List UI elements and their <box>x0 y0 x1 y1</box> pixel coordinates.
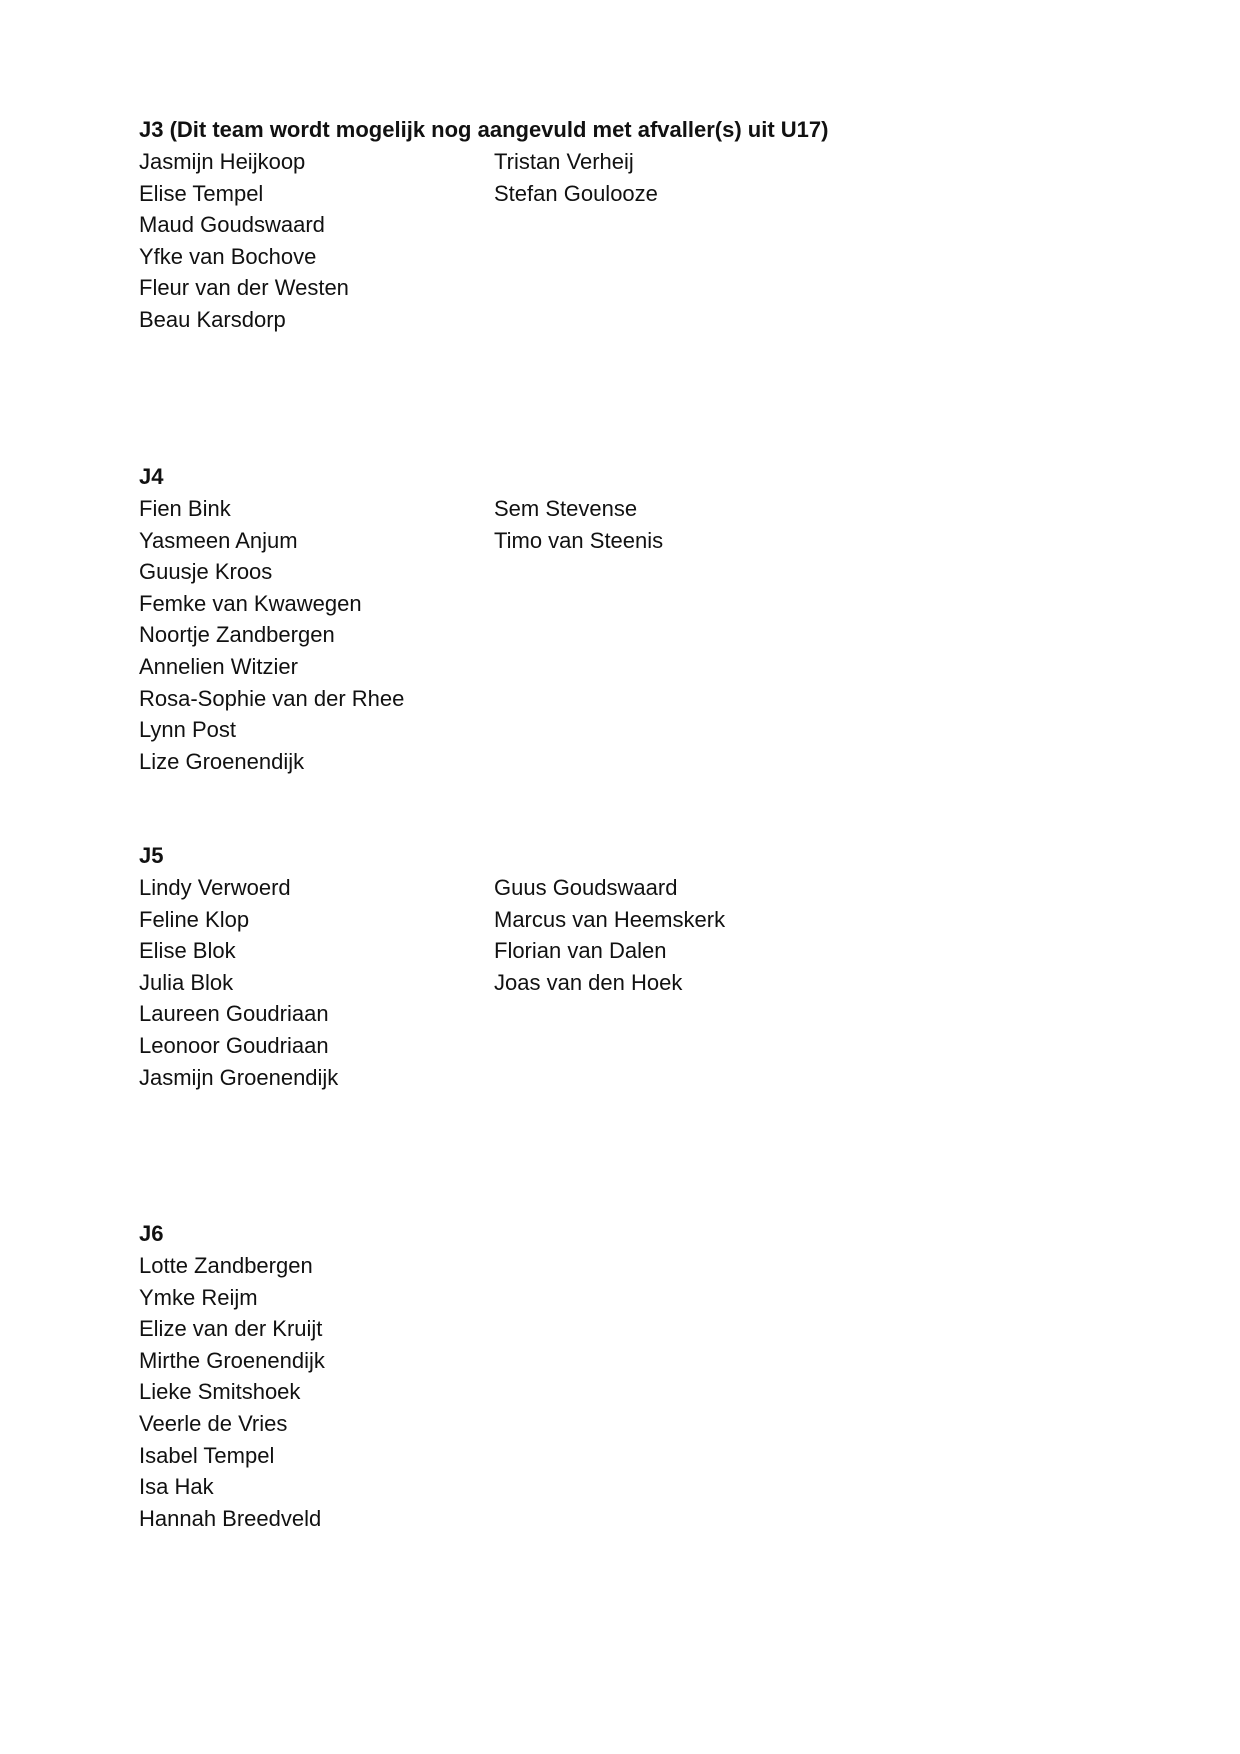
player-name: Lieke Smitshoek <box>139 1379 301 1405</box>
roster-column-left <box>139 146 349 336</box>
player-name: Elise Blok <box>139 938 236 964</box>
player-name: Marcus van Heemskerk <box>494 906 726 932</box>
player-name: Lize Groenendijk <box>139 748 305 774</box>
roster-column-right <box>494 146 658 209</box>
player-name: Guus Goudswaard <box>494 875 678 900</box>
player-name: Hannah Breedveld <box>139 1505 322 1531</box>
player-name: Timo van Steenis <box>494 527 664 553</box>
player-name: Elise Tempel <box>139 180 264 206</box>
roster-column-left <box>139 1250 325 1534</box>
player-name: Stefan Goulooze <box>494 180 658 206</box>
team-section-j4 <box>139 461 1139 774</box>
player-name: Rosa-Sophie van der Rhee <box>139 685 405 711</box>
player-name: Jasmijn Heijkoop <box>139 149 306 174</box>
player-name: Leonoor Goudriaan <box>139 1032 329 1058</box>
player-name: Laureen Goudriaan <box>139 1001 329 1027</box>
team-section-j6 <box>139 1218 1139 1531</box>
roster-column-left <box>139 493 404 777</box>
team-section-j3 <box>139 114 1139 332</box>
player-name: Tristan Verheij <box>494 149 634 174</box>
player-name: Mirthe Groenendijk <box>139 1347 325 1373</box>
player-name: Jasmijn Groenendijk <box>139 1064 339 1090</box>
team-section-j5 <box>139 840 1139 1090</box>
player-name: Yasmeen Anjum <box>139 527 298 553</box>
team-heading: J5 <box>139 843 164 868</box>
player-name: Guusje Kroos <box>139 559 273 585</box>
player-name: Feline Klop <box>139 906 250 932</box>
player-name: Veerle de Vries <box>139 1410 288 1436</box>
roster-column-left <box>139 872 338 1093</box>
player-name: Ymke Reijm <box>139 1284 258 1310</box>
player-name: Joas van den Hoek <box>494 969 683 995</box>
player-name: Julia Blok <box>139 969 234 995</box>
player-name: Sem Stevense <box>494 496 638 521</box>
player-name: Lotte Zandbergen <box>139 1253 313 1278</box>
team-heading: J3 (Dit team wordt mogelijk nog aangevuld met afvaller(s) uit U17) <box>139 117 829 142</box>
roster-column-right <box>494 493 663 556</box>
player-name: Maud Goudswaard <box>139 212 325 238</box>
player-name: Lynn Post <box>139 717 237 743</box>
player-name: Isabel Tempel <box>139 1442 275 1468</box>
player-name: Femke van Kwawegen <box>139 590 362 616</box>
player-name: Lindy Verwoerd <box>139 875 291 900</box>
player-name: Florian van Dalen <box>494 938 667 964</box>
player-name: Annelien Witzier <box>139 653 298 679</box>
player-name: Beau Karsdorp <box>139 306 286 332</box>
player-name: Noortje Zandbergen <box>139 622 335 648</box>
player-name: Isa Hak <box>139 1474 214 1500</box>
team-heading: J4 <box>139 464 164 489</box>
player-name: Fleur van der Westen <box>139 275 349 301</box>
team-heading: J6 <box>139 1221 164 1246</box>
player-name: Elize van der Kruijt <box>139 1316 323 1342</box>
roster-column-right <box>494 872 725 998</box>
player-name: Fien Bink <box>139 496 231 521</box>
player-name: Yfke van Bochove <box>139 243 317 269</box>
